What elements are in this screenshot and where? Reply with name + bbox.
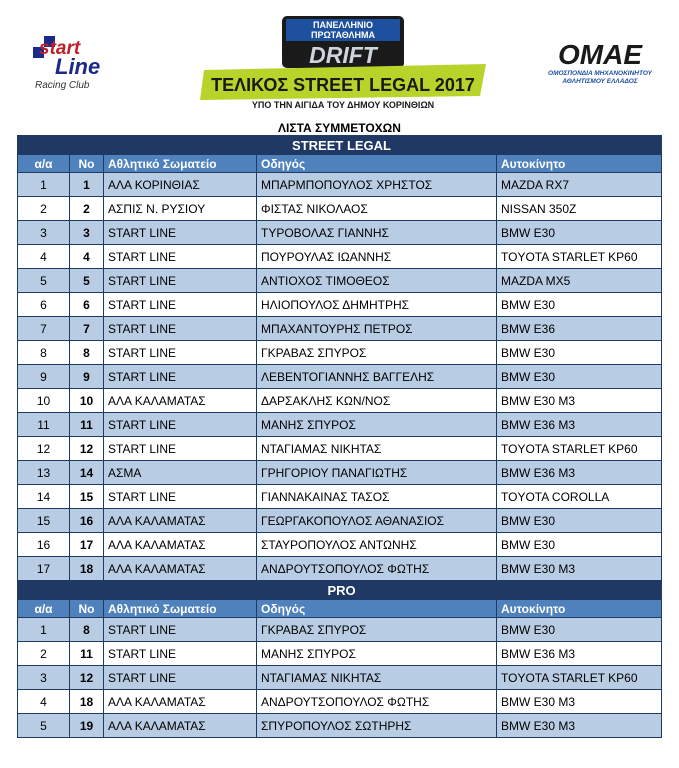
omae-logo	[540, 38, 660, 88]
svg-text:start: start	[39, 38, 81, 59]
svg-text:ΟΜΟΣΠΟΝΔΙΑ ΜΗΧΑΝΟΚΙΝΗΤΟΥ: ΟΜΟΣΠΟΝΔΙΑ ΜΗΧΑΝΟΚΙΝΗΤΟΥ	[548, 70, 652, 77]
car-cell: BMW E36 M3	[497, 413, 662, 437]
driver-cell: ΠΟΥΡΟΥΛΑΣ ΙΩΑΝΝΗΣ	[257, 245, 497, 269]
club-cell: START LINE	[104, 341, 257, 365]
number-cell: 3	[70, 221, 104, 245]
number-cell: 8	[70, 618, 104, 642]
number-cell: 9	[70, 365, 104, 389]
pos-cell: 5	[18, 269, 70, 293]
driver-cell: ΝΤΑΓΙΑΜΑΣ ΝΙΚΗΤΑΣ	[257, 666, 497, 690]
column-header: α/α	[18, 600, 70, 618]
car-cell: BMW E30 M3	[497, 690, 662, 714]
number-cell: 2	[70, 197, 104, 221]
club-cell: START LINE	[104, 485, 257, 509]
table-row	[18, 690, 662, 714]
number-cell: 8	[70, 341, 104, 365]
club-cell: ΑΛΑ ΚΑΛΑΜΑΤΑΣ	[104, 714, 257, 738]
pos-cell: 1	[18, 173, 70, 197]
page-header	[0, 0, 679, 115]
club-cell: ΑΛΑ ΚΑΛΑΜΑΤΑΣ	[104, 557, 257, 581]
table-row	[18, 341, 662, 365]
car-cell: BMW E30	[497, 509, 662, 533]
pos-cell: 16	[18, 533, 70, 557]
column-header-row	[18, 600, 662, 618]
table-row	[18, 245, 662, 269]
car-cell: BMW E30	[497, 221, 662, 245]
driver-cell: ΑΝΔΡΟΥΤΣΟΠΟΥΛΟΣ ΦΩΤΗΣ	[257, 557, 497, 581]
number-cell: 10	[70, 389, 104, 413]
club-cell: START LINE	[104, 618, 257, 642]
driver-cell: ΗΛΙΟΠΟΥΛΟΣ ΔΗΜΗΤΡΗΣ	[257, 293, 497, 317]
drift-championship-logo	[200, 14, 490, 114]
column-header: Αυτοκίνητο	[497, 155, 662, 173]
table-row	[18, 221, 662, 245]
section-header	[18, 581, 662, 600]
driver-cell: ΣΠΥΡΟΠΟΥΛΟΣ ΣΩΤΗΡΗΣ	[257, 714, 497, 738]
pos-cell: 10	[18, 389, 70, 413]
car-cell: BMW E30 M3	[497, 557, 662, 581]
svg-text:ΤΕΛΙΚΟΣ STREET LEGAL 2017: ΤΕΛΙΚΟΣ STREET LEGAL 2017	[211, 75, 475, 95]
driver-cell: ΓΕΩΡΓΑΚΟΠΟΥΛΟΣ ΑΘΑΝΑΣΙΟΣ	[257, 509, 497, 533]
car-cell: TOYOTA STARLET KP60	[497, 437, 662, 461]
driver-cell: ΓΙΑΝΝΑΚΑΙΝΑΣ ΤΑΣΟΣ	[257, 485, 497, 509]
club-cell: START LINE	[104, 413, 257, 437]
svg-text:OMAE: OMAE	[558, 39, 642, 70]
table-row	[18, 293, 662, 317]
pos-cell: 2	[18, 197, 70, 221]
driver-cell: ΝΤΑΓΙΑΜΑΣ ΝΙΚΗΤΑΣ	[257, 437, 497, 461]
number-cell: 12	[70, 437, 104, 461]
pos-cell: 4	[18, 690, 70, 714]
car-cell: BMW E36 M3	[497, 642, 662, 666]
car-cell: BMW E30	[497, 293, 662, 317]
table-row	[18, 533, 662, 557]
svg-text:ΠΑΝΕΛΛΗΝΙΟ: ΠΑΝΕΛΛΗΝΙΟ	[312, 20, 374, 30]
pos-cell: 6	[18, 293, 70, 317]
car-cell: NISSAN 350Z	[497, 197, 662, 221]
pos-cell: 7	[18, 317, 70, 341]
table-row	[18, 173, 662, 197]
driver-cell: ΣΤΑΥΡΟΠΟΥΛΟΣ ΑΝΤΩΝΗΣ	[257, 533, 497, 557]
number-cell: 11	[70, 642, 104, 666]
table-row	[18, 557, 662, 581]
club-cell: START LINE	[104, 317, 257, 341]
svg-text:ΥΠΟ ΤΗΝ ΑΙΓΙΔΑ ΤΟΥ ΔΗΜΟΥ ΚΟΡΙΝ: ΥΠΟ ΤΗΝ ΑΙΓΙΔΑ ΤΟΥ ΔΗΜΟΥ ΚΟΡΙΝΘΙΩΝ	[251, 100, 435, 110]
driver-cell: ΤΥΡΟΒΟΛΑΣ ΓΙΑΝΝΗΣ	[257, 221, 497, 245]
column-header: Νο	[70, 600, 104, 618]
number-cell: 18	[70, 557, 104, 581]
driver-cell: ΓΚΡΑΒΑΣ ΣΠΥΡΟΣ	[257, 341, 497, 365]
table-row	[18, 317, 662, 341]
column-header: Οδηγός	[257, 155, 497, 173]
number-cell: 12	[70, 666, 104, 690]
pos-cell: 17	[18, 557, 70, 581]
column-header: Αθλητικό Σωματείο	[104, 155, 257, 173]
car-cell: TOYOTA STARLET KP60	[497, 245, 662, 269]
column-header-row	[18, 155, 662, 173]
pos-cell: 8	[18, 341, 70, 365]
number-cell: 4	[70, 245, 104, 269]
club-cell: START LINE	[104, 269, 257, 293]
table-row	[18, 197, 662, 221]
svg-text:ΑΘΛΗΤΙΣΜΟΥ ΕΛΛΑΔΟΣ: ΑΘΛΗΤΙΣΜΟΥ ΕΛΛΑΔΟΣ	[562, 78, 638, 85]
section-header	[18, 136, 662, 155]
club-cell: ΑΛΑ ΚΑΛΑΜΑΤΑΣ	[104, 690, 257, 714]
club-cell: ΑΛΑ ΚΑΛΑΜΑΤΑΣ	[104, 509, 257, 533]
club-cell: ΑΣΜΑ	[104, 461, 257, 485]
pos-cell: 14	[18, 485, 70, 509]
number-cell: 19	[70, 714, 104, 738]
number-cell: 7	[70, 317, 104, 341]
car-cell: BMW E30 M3	[497, 714, 662, 738]
column-header: Νο	[70, 155, 104, 173]
club-cell: START LINE	[104, 245, 257, 269]
column-header: Αθλητικό Σωματείο	[104, 600, 257, 618]
section-title: PRO	[18, 581, 662, 600]
table-row	[18, 461, 662, 485]
column-header: α/α	[18, 155, 70, 173]
club-cell: START LINE	[104, 437, 257, 461]
club-cell: ΑΛΑ ΚΑΛΑΜΑΤΑΣ	[104, 533, 257, 557]
number-cell: 6	[70, 293, 104, 317]
car-cell: MAZDA MX5	[497, 269, 662, 293]
driver-cell: ΓΡΗΓΟΡΙΟΥ ΠΑΝΑΓΙΩΤΗΣ	[257, 461, 497, 485]
car-cell: TOYOTA COROLLA	[497, 485, 662, 509]
number-cell: 1	[70, 173, 104, 197]
car-cell: BMW E30	[497, 618, 662, 642]
number-cell: 17	[70, 533, 104, 557]
column-header: Οδηγός	[257, 600, 497, 618]
table-row	[18, 389, 662, 413]
pos-cell: 2	[18, 642, 70, 666]
club-cell: ΑΛΑ ΚΑΛΑΜΑΤΑΣ	[104, 389, 257, 413]
car-cell: BMW E30	[497, 341, 662, 365]
table-row	[18, 666, 662, 690]
club-cell: START LINE	[104, 293, 257, 317]
driver-cell: ΜΑΝΗΣ ΣΠΥΡΟΣ	[257, 413, 497, 437]
number-cell: 5	[70, 269, 104, 293]
number-cell: 11	[70, 413, 104, 437]
car-cell: BMW E30 M3	[497, 389, 662, 413]
pos-cell: 3	[18, 221, 70, 245]
car-cell: BMW E36 M3	[497, 461, 662, 485]
club-cell: START LINE	[104, 221, 257, 245]
svg-text:Racing Club: Racing Club	[35, 80, 90, 91]
driver-cell: ΔΑΡΣΑΚΛΗΣ ΚΩΝ/ΝΟΣ	[257, 389, 497, 413]
svg-text:DRIFT: DRIFT	[309, 42, 377, 68]
pos-cell: 11	[18, 413, 70, 437]
car-cell: BMW E30	[497, 365, 662, 389]
table-row	[18, 413, 662, 437]
club-cell: START LINE	[104, 642, 257, 666]
pos-cell: 1	[18, 618, 70, 642]
driver-cell: ΛΕΒΕΝΤΟΓΙΑΝΝΗΣ ΒΑΓΓΕΛΗΣ	[257, 365, 497, 389]
table-row	[18, 714, 662, 738]
club-cell: START LINE	[104, 666, 257, 690]
car-cell: BMW E30	[497, 533, 662, 557]
svg-text:ΠΡΩΤΑΘΛΗΜΑ: ΠΡΩΤΑΘΛΗΜΑ	[310, 30, 376, 40]
table-row	[18, 269, 662, 293]
table-row	[18, 365, 662, 389]
driver-cell: ΓΚΡΑΒΑΣ ΣΠΥΡΟΣ	[257, 618, 497, 642]
table-row	[18, 485, 662, 509]
club-cell: START LINE	[104, 365, 257, 389]
driver-cell: ΜΠΑΧΑΝΤΟΥΡΗΣ ΠΕΤΡΟΣ	[257, 317, 497, 341]
club-cell: ΑΛΑ ΚΟΡΙΝΘΙΑΣ	[104, 173, 257, 197]
driver-cell: ΑΝΔΡΟΥΤΣΟΠΟΥΛΟΣ ΦΩΤΗΣ	[257, 690, 497, 714]
car-cell: MAZDA RX7	[497, 173, 662, 197]
pos-cell: 5	[18, 714, 70, 738]
car-cell: BMW E36	[497, 317, 662, 341]
driver-cell: ΦΙΣΤΑΣ ΝΙΚΟΛΑΟΣ	[257, 197, 497, 221]
pos-cell: 12	[18, 437, 70, 461]
entries-table	[17, 135, 662, 738]
pos-cell: 3	[18, 666, 70, 690]
pos-cell: 13	[18, 461, 70, 485]
driver-cell: ΜΑΝΗΣ ΣΠΥΡΟΣ	[257, 642, 497, 666]
club-cell: ΑΣΠΙΣ Ν. ΡΥΣΙΟΥ	[104, 197, 257, 221]
table-row	[18, 642, 662, 666]
driver-cell: ΑΝΤΙΟΧΟΣ ΤΙΜΟΘΕΟΣ	[257, 269, 497, 293]
number-cell: 15	[70, 485, 104, 509]
table-row	[18, 618, 662, 642]
column-header: Αυτοκίνητο	[497, 600, 662, 618]
table-row	[18, 437, 662, 461]
car-cell: TOYOTA STARLET KP60	[497, 666, 662, 690]
driver-cell: ΜΠΑΡΜΠΟΠΟΥΛΟΣ ΧΡΗΣΤΟΣ	[257, 173, 497, 197]
pos-cell: 15	[18, 509, 70, 533]
svg-text:Line: Line	[55, 54, 101, 79]
section-title: STREET LEGAL	[18, 136, 662, 155]
number-cell: 16	[70, 509, 104, 533]
number-cell: 14	[70, 461, 104, 485]
list-title: ΛΙΣΤΑ ΣΥΜΜΕΤΟΧΩΝ	[278, 121, 401, 135]
pos-cell: 9	[18, 365, 70, 389]
start-line-logo	[25, 32, 143, 92]
table-row	[18, 509, 662, 533]
number-cell: 18	[70, 690, 104, 714]
pos-cell: 4	[18, 245, 70, 269]
